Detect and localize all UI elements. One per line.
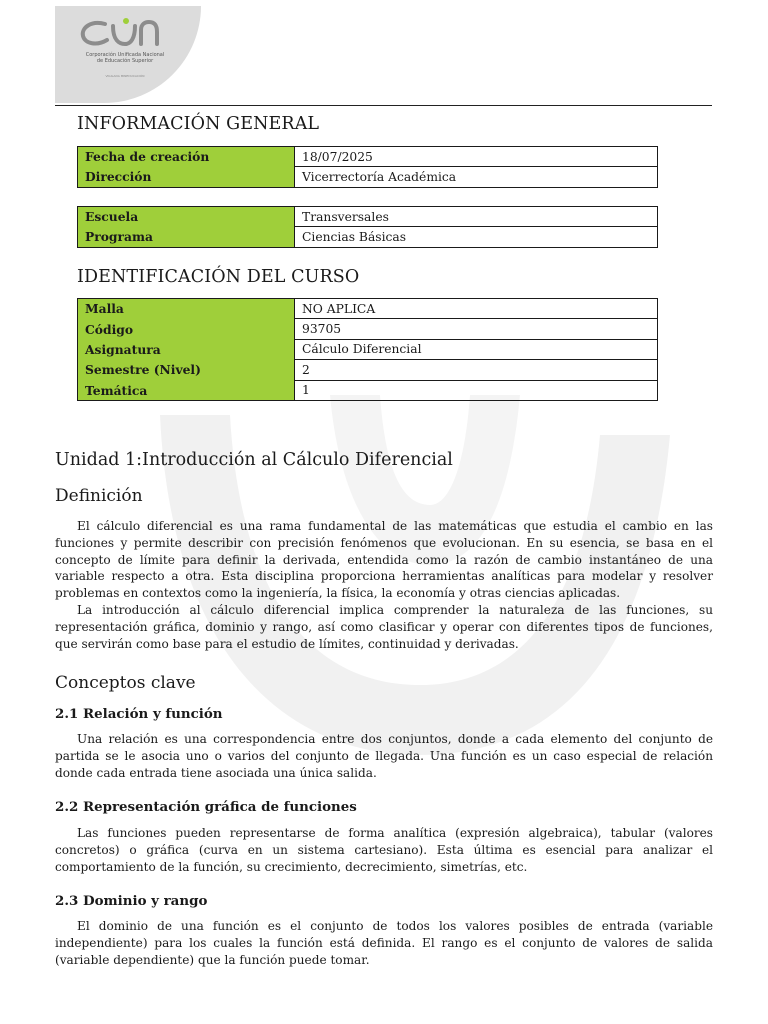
header-divider	[55, 105, 712, 106]
field-value: Cálculo Diferencial	[295, 339, 658, 359]
field-label: Fecha de creación	[78, 147, 295, 167]
definition-paragraph-1: El cálculo diferencial es una rama fundamental de las matemáticas que estudia el cambio en las funciones y permite describir con precisión fenómenos que evolucionan. En su esencia, se basa en el concepto de límite para definir la derivada, entendida como la razón de cambio instantáneo de una variable respecto a otra. Esta disciplina proporciona herramientas analíticas para modelar y resolver problemas en contextos como la ingeniería, la física, la economía y otras ciencias aplicadas.	[55, 519, 713, 601]
field-label: Código	[78, 319, 295, 339]
table-row	[78, 167, 658, 187]
general-info-title: INFORMACIÓN GENERAL	[77, 114, 320, 134]
field-value: Ciencias Básicas	[295, 227, 658, 247]
field-value: 2	[295, 360, 658, 380]
table-row	[78, 380, 658, 400]
section-2-3-heading: 2.3 Dominio y rango	[55, 893, 208, 909]
field-value: 1	[295, 380, 658, 400]
field-label: Semestre (Nivel)	[78, 360, 295, 380]
field-label: Escuela	[78, 207, 295, 227]
table-row	[78, 339, 658, 359]
table-row	[78, 207, 658, 227]
section-2-2-text: Las funciones pueden representarse de forma analítica (expresión algebraica), tabular (valores concretos) o gráfica (curva en un sistema cartesiano). Esta última es esencial para analizar el comportamiento de la función, su crecimiento, decrecimiento, simetrías, etc.	[55, 826, 713, 874]
section-2-2-heading: 2.2 Representación gráfica de funciones	[55, 799, 357, 815]
logo-tagline: VIGILADA MINEDUCACIÓN	[105, 74, 145, 78]
table-row	[78, 147, 658, 167]
field-value: NO APLICA	[295, 299, 658, 319]
field-label: Temática	[78, 380, 295, 400]
key-concepts-heading: Conceptos clave	[55, 673, 196, 693]
field-value: 18/07/2025	[295, 147, 658, 167]
logo-name-line2: de Educación Superior	[96, 58, 154, 64]
table-row	[78, 319, 658, 339]
definition-heading: Definición	[55, 486, 143, 506]
definition-paragraph-2: La introducción al cálculo diferencial implica comprender la naturaleza de las funciones, su representación gráfica, dominio y rango, así como clasificar y operar con diferentes tipos de funciones, que servirán como base para el estudio de límites, continuidad y derivadas.	[55, 603, 713, 651]
general-info-table-2	[77, 206, 658, 248]
table-row	[78, 227, 658, 247]
table-row	[78, 299, 658, 319]
logo-name-line1: Corporación Unificada Nacional	[85, 52, 165, 58]
course-id-title: IDENTIFICACIÓN DEL CURSO	[77, 267, 360, 287]
section-2-1-heading: 2.1 Relación y función	[55, 706, 223, 722]
field-label: Malla	[78, 299, 295, 319]
course-id-table	[77, 298, 658, 401]
field-value: Vicerrectoría Académica	[295, 167, 658, 187]
field-label: Asignatura	[78, 339, 295, 359]
unit-title: Unidad 1:Introducción al Cálculo Diferencial	[55, 450, 453, 470]
cun-logo-icon	[79, 16, 179, 50]
field-label: Programa	[78, 227, 295, 247]
general-info-table-1	[77, 146, 658, 188]
field-value: Transversales	[295, 207, 658, 227]
section-2-3-text: El dominio de una función es el conjunto de todos los valores posibles de entrada (variable independiente) para los cuales la función está definida. El rango es el conjunto de valores de salida (variable dependiente) que la función puede tomar.	[55, 919, 713, 967]
field-value: 93705	[295, 319, 658, 339]
institution-logo-block	[55, 6, 201, 103]
table-row	[78, 360, 658, 380]
section-2-1-text: Una relación es una correspondencia entre dos conjuntos, donde a cada elemento del conjunto de partida se le asocia uno o varios del conjunto de llegada. Una función es un caso especial de relación donde cada entrada tiene asociada una única salida.	[55, 732, 713, 780]
field-label: Dirección	[78, 167, 295, 187]
